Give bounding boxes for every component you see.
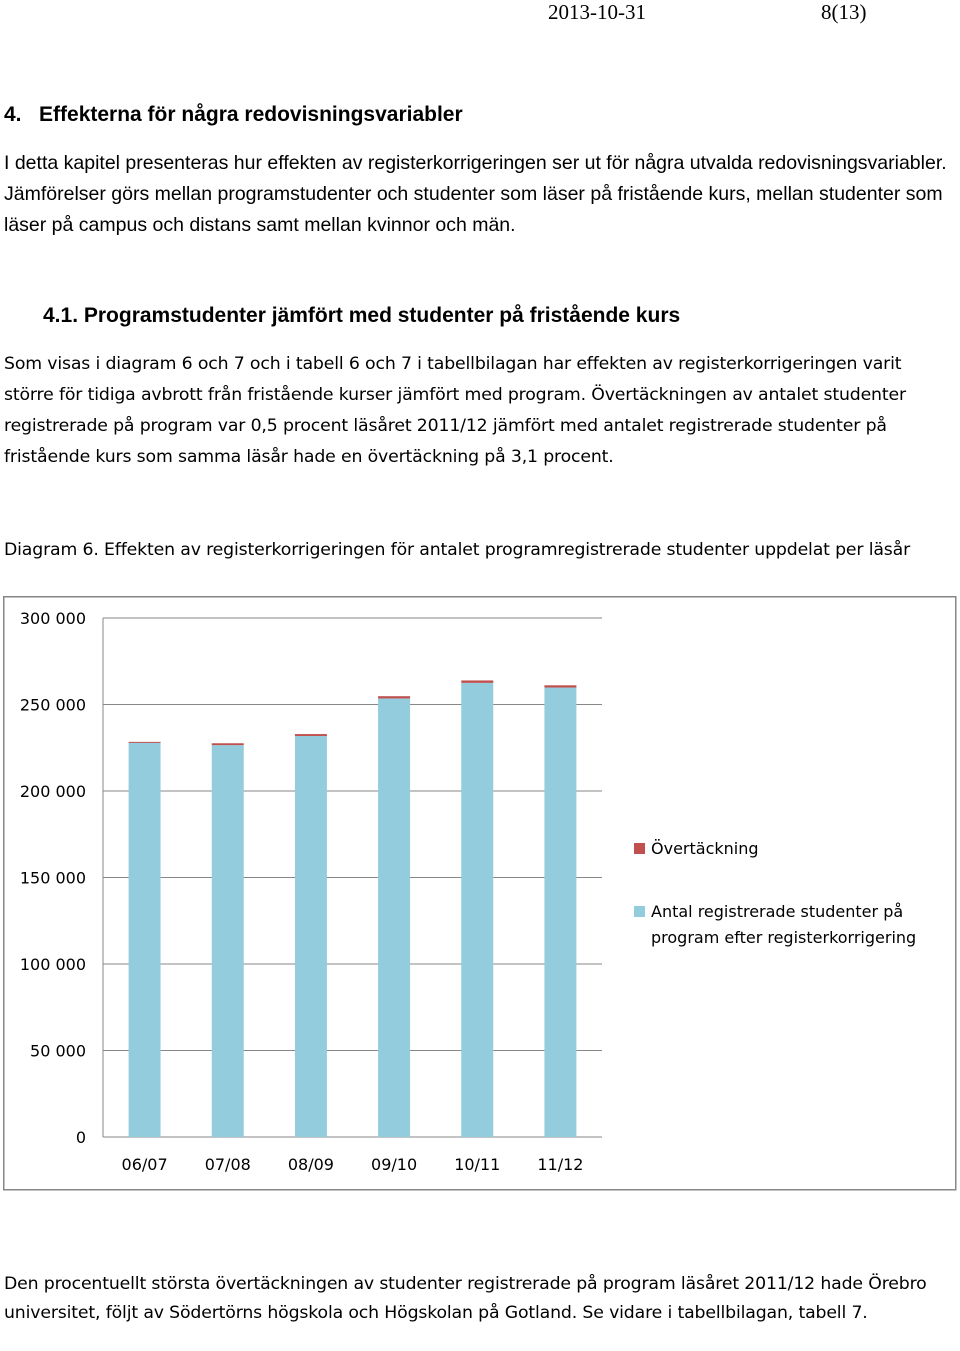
bar-segment — [129, 743, 161, 1137]
x-tick-label: 10/11 — [454, 1155, 501, 1174]
y-tick-label: 250 000 — [19, 695, 86, 715]
y-tick-label: 200 000 — [19, 782, 86, 801]
legend-label-registrerade: Antal registrerade studenter på — [651, 902, 904, 921]
legend-swatch-overtackning — [634, 843, 645, 854]
x-tick-label: 07/08 — [204, 1155, 251, 1174]
bar-segment — [461, 683, 493, 1137]
y-tick-label: 0 — [75, 1128, 86, 1147]
y-tick-label: 300 000 — [19, 609, 86, 628]
bar-segment — [295, 734, 327, 736]
bar-segment — [544, 685, 576, 687]
x-tick-label: 09/10 — [371, 1155, 418, 1174]
y-tick-label: 50 000 — [30, 1041, 86, 1061]
legend-swatch-registrerade — [634, 906, 645, 917]
bar-segment — [212, 745, 244, 1137]
x-tick-label: 11/12 — [537, 1155, 584, 1174]
bar-segment — [212, 743, 244, 745]
section-intro: I detta kapitel presenteras hur effekten av registerkorrigeringen ser ut för några utvalda redovisningsvariabler. Jämförelser görs mellan programstudenter och studenter som läser på fristående kurs, mellan studenter som läser på campus och distans samt mellan kvinnor och män. — [4, 152, 947, 236]
legend-label-overtackning: Övertäckning — [651, 839, 759, 858]
bar-segment — [295, 736, 327, 1137]
header-page-number: 8(13) — [821, 0, 867, 24]
bar-segment — [378, 696, 410, 698]
header-date: 2013-10-31 — [548, 0, 646, 24]
legend-label-registrerade: program efter registerkorrigering — [651, 928, 917, 947]
y-tick-label: 100 000 — [19, 955, 86, 974]
section-heading: 4. Effekterna för några redovisningsvariabler — [4, 103, 463, 126]
bar-segment — [378, 698, 410, 1137]
diagram-caption: Diagram 6. Effekten av registerkorrigeringen för antalet programregistrerade studenter uppdelat per läsår — [4, 540, 911, 560]
y-tick-label: 150 000 — [19, 868, 86, 888]
bar-segment — [129, 742, 161, 743]
bar-segment — [544, 688, 576, 1137]
bar-chart — [3, 596, 957, 1192]
subsection-heading: 4.1. Programstudenter jämfört med studenter på fristående kurs — [43, 304, 681, 327]
footer-text: Den procentuellt största övertäckningen av studenter registrerade på program läsåret 2011/12 hade Örebro universitet, följt av Södertörns högskola och Högskolan på Gotland. Se vidare i tabellbilagan, tabell 7. — [4, 1274, 927, 1323]
subsection-body: Som visas i diagram 6 och 7 och i tabell 6 och 7 i tabellbilagan har effekten av registerkorrigeringen varit större för tidiga avbrott från fristående kurser jämfört med program. Övertäckningen av antalet studenter registrerade på program var 0,5 procent läsåret 2011/12 jämfört med antalet registrerade studenter på fristående kurs som samma läsår hade en övertäckning på 3,1 procent. — [4, 354, 906, 467]
x-tick-label: 06/07 — [121, 1155, 168, 1174]
x-tick-label: 08/09 — [287, 1155, 334, 1174]
bar-segment — [461, 680, 493, 682]
